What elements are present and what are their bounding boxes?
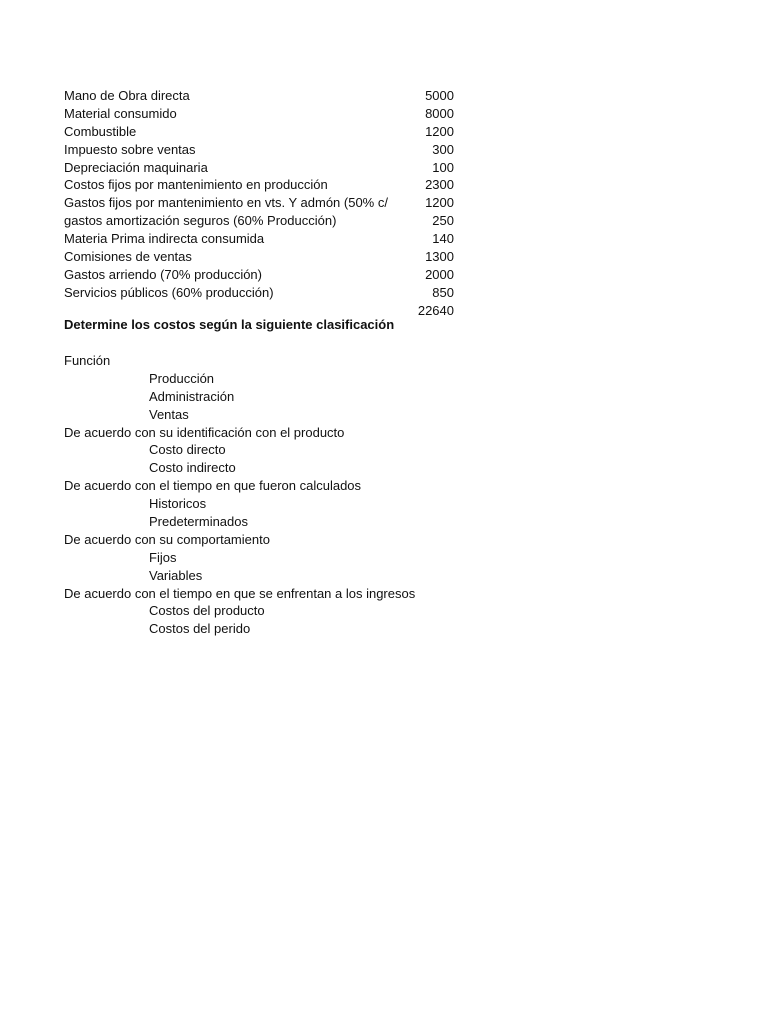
cost-value: 250 [432,213,454,229]
classification-item: Administración [149,388,235,404]
classification-item: Costo directo [149,442,226,458]
cost-label: Combustible [64,123,137,139]
cost-label: Depreciación maquinaria [64,159,208,175]
cost-row [64,230,456,248]
cost-value: 2000 [425,266,454,282]
cost-value: 1200 [425,123,454,139]
cost-label: Mano de Obra directa [64,88,190,103]
cost-label: Material consumido [64,105,177,121]
cost-value: 100 [432,159,454,175]
cost-label: Gastos arriendo (70% producción) [64,266,262,282]
cost-value: 140 [432,231,454,247]
classification-category: De acuerdo con el tiempo en que se enfrentan a los ingresos [64,585,416,601]
classification-item: Historicos [149,496,207,512]
cost-row [64,284,456,302]
cost-label: Materia Prima indirecta consumida [64,231,265,247]
cost-row [64,266,456,284]
classification-category: De acuerdo con su identificación con el producto [64,424,345,440]
cost-label: gastos amortización seguros (60% Producción) [64,213,337,229]
cost-row [64,248,456,266]
classification-list [64,352,564,638]
total-value: 22640 [417,302,454,318]
cost-row [64,87,456,105]
classification-item: Fijos [149,549,177,565]
cost-row [64,159,456,177]
cost-row [64,141,456,159]
cost-value: 8000 [425,105,454,121]
cost-value: 850 [432,284,454,300]
cost-label: Servicios públicos (60% producción) [64,284,274,300]
cost-row [64,212,456,230]
cost-row [64,176,456,194]
classification-category: Función [64,353,111,368]
classification-item: Producción [149,370,215,386]
cost-value: 1300 [425,249,454,265]
cost-table [64,87,456,320]
classification-item: Ventas [149,406,189,422]
classification-item: Variables [149,567,203,583]
classification-category: De acuerdo con el tiempo en que fueron calculados [64,478,362,494]
cost-value: 300 [432,141,454,157]
classification-category: De acuerdo con su comportamiento [64,531,270,547]
cost-label: Impuesto sobre ventas [64,141,196,157]
classification-item: Costos del producto [149,603,265,619]
classification-item: Costo indirecto [149,460,236,476]
cost-row [64,194,456,212]
cost-value: 5000 [425,88,454,103]
cost-value: 1200 [425,195,454,211]
cost-row [64,123,456,141]
cost-label: Comisiones de ventas [64,249,192,265]
cost-row [64,105,456,123]
instruction-heading: Determine los costos según la siguiente clasificación [64,317,395,332]
classification-item: Costos del perido [149,621,251,637]
cost-value: 2300 [425,177,454,193]
cost-label: Gastos fijos por mantenimiento en vts. Y admón (50% c/ [64,195,388,211]
classification-item: Predeterminados [149,514,248,530]
cost-label: Costos fijos por mantenimiento en producción [64,177,328,193]
